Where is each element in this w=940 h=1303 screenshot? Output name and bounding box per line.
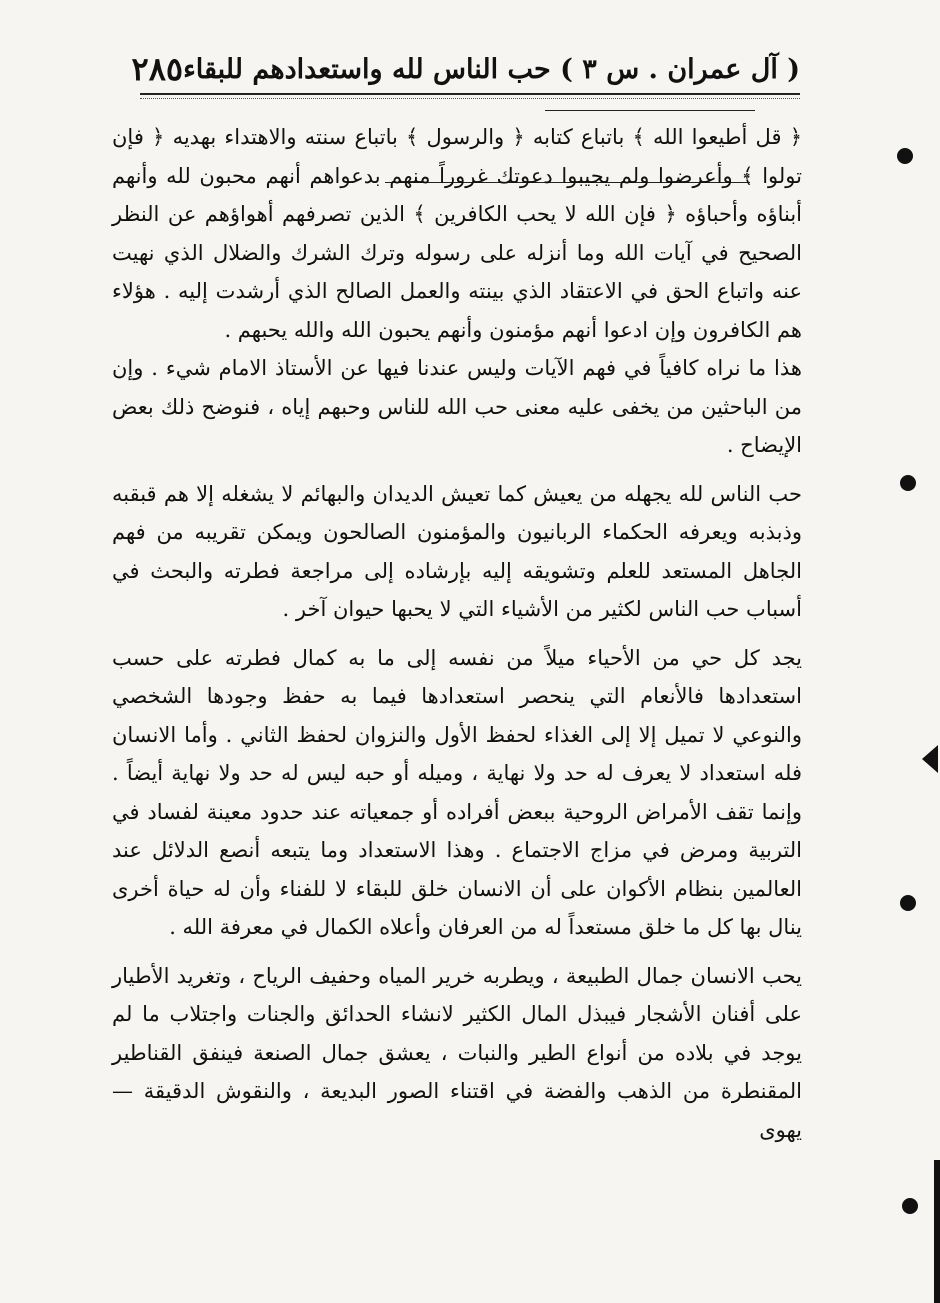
margin-dot-mark bbox=[897, 148, 913, 164]
paragraph-2: هذا ما نراه كافياً في فهم الآيات وليس عندنا فيها عن الأستاذ الامام شيء . وإن من الباحثين من يخفى عليه معنى حب الله للناس وحبهم إياه ، فنوضح ذلك بعض الإيضاح . bbox=[112, 356, 802, 457]
paragraph-5: يحب الانسان جمال الطبيعة ، ويطربه خرير المياه وحفيف الرياح ، وتغريد الأطيار على أفنان الأشجار فيبذل المال الكثير لانشاء الحدائق والجنات واجتلاب ما لم يوجد في بلاده من أنواع الطير والنبات ، يعشق جمال الصنعة فينفق القناطير المقنطرة من الذهب والفضة في اقتناء الصور البديعة ، والنقوش الدقيقة — يهوى bbox=[112, 963, 802, 1142]
paragraph-3: حب الناس لله يجهله من يعيش كما تعيش الديدان والبهائم لا يشغله إلا هم قبقبه وذبذبه ويعرفه الحكماء الربانيون والمؤمنون الصالحون ويمكن تقريبه من فهم الجاهل المستعد للعلم وتشويقه إليه بإرشاده إلى مراجعة فطرته والبحث في أسباب حب الناس لكثير من الأشياء التي لا يحبها حيوان آخر . bbox=[112, 481, 802, 621]
header-dotted-rule bbox=[140, 98, 800, 99]
paragraph-4: يجد كل حي من الأحياء ميلاً من نفسه إلى ما به كمال فطرته على حسب استعدادها فالأنعام التي ينحصر استعدادها فيما به حفظ وجودها الشخصي والنوعي لا تميل إلا إلى الغذاء لحفظ الأول والنزوان لحفظ الثاني . وأما الانسان فله استعداد لا يعرف له حد ولا نهاية ، وميله أو حبه ليس له حد ولا نهاية أيضاً . وإنما تقف الأمراض الروحية ببعض أفراده أو جمعياته عند حدود معينة لفساد في التربية ومرض في مزاج الاجتماع . وهذا الاستعداد وما يتبعه أنصع الدلائل عند العالمين بنظام الأكوان على أن الانسان خلق للبقاء لا للفناء وأن له حياة أخرى ينال بها كل ما خلق مستعداً له من العرفان وأعلاه الكمال في معرفة الله . bbox=[112, 645, 802, 939]
paragraph-1: ﴿ قل أطيعوا الله ﴾ باتباع كتابه ﴿ والرسول ﴾ باتباع سنته والاهتداء بهديه ﴿ فإن تولوا ﴾ وأعرضوا ولم يجيبوا دعوتك غروراً منهم بدعواهم أنهم محبون لله وأنهم أبناؤه وأحباؤه ﴿ فإن الله لا يحب الكافرين ﴾ الذين تصرفهم أهواؤهم عن النظر الصحيح في آيات الله وما أنزله على رسوله وترك الشرك والضلال الذي نهيت عنه واتباع الحق في الاعتقاد الذي بينته والعمل الصالح الذي أرشدت إليه . هؤلاء هم الكافرون وإن ادعوا أنهم مؤمنون وأنهم يحبون الله والله يحبهم . bbox=[112, 125, 803, 342]
edge-scan-shadow bbox=[934, 1160, 940, 1303]
margin-dot-mark bbox=[900, 475, 916, 491]
body-text bbox=[112, 118, 802, 1149]
running-title: ( آل عمران . س ٣ ) حب الناس لله واستعدادهم للبقاء bbox=[183, 53, 800, 85]
margin-dot-mark bbox=[902, 1198, 918, 1214]
margin-dot-mark bbox=[900, 895, 916, 911]
page-header bbox=[131, 44, 800, 94]
header-rule bbox=[140, 93, 800, 95]
edge-arrow-mark bbox=[922, 745, 938, 773]
page-number: ٢٨٥ bbox=[131, 50, 184, 88]
quran-overline bbox=[545, 110, 755, 111]
